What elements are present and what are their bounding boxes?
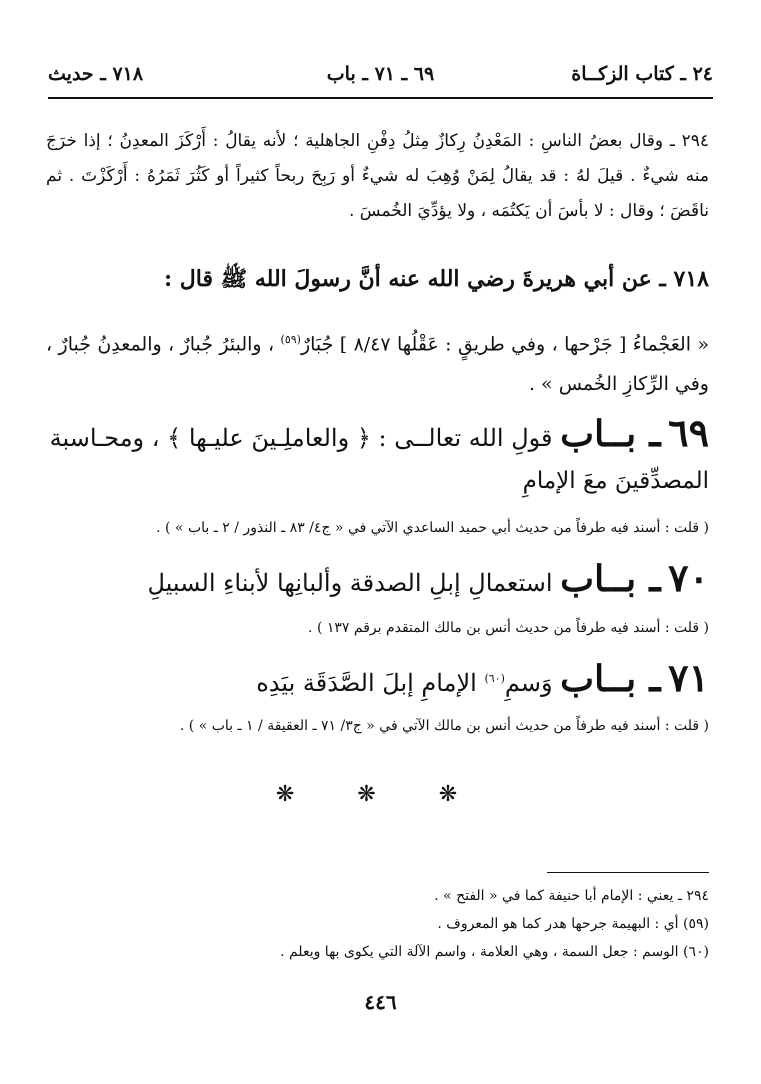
chapter-70-title: استعمالِ إبلِ الصدقة وألبانِها لأبناءِ السبيلِ: [147, 569, 553, 597]
hadith-718-text: [46, 320, 709, 404]
footnote-ref-59: (٥٩): [280, 333, 301, 346]
footnote-59: (٥٩) أي : البهيمة جرحها هدر كما هو المعروف .: [437, 916, 709, 932]
section-divider-stars: ❋ ❋ ❋: [275, 782, 486, 807]
running-header: [48, 58, 713, 90]
footnote-294: ٢٩٤ ـ يعني : الإمام أبا حنيفة كما في « الفتح » .: [434, 888, 709, 904]
paragraph-294: ٢٩٤ ـ وقال بعضُ الناسِ : المَعْدِنُ رِكازٌ مِثلُ دِفْنِ الجاهلية ؛ لأنه يقالُ : أَرْكَزَ المعدِنُ ؛ إذا خرَجَ منه شيءٌ . قيلَ لهُ : قد يقالُ لِمَنْ وُهِبَ له شيءٌ أو رَبِحَ ربحاً كثيراً أو كَثُرَ ثَمَرُهُ : أَرْكَزْتَ . ثم ناقَضَ ؛ وقال : لا بأسَ أن يَكتُمَه ، ولا يؤدِّيَ الخُمسَ .: [46, 131, 709, 221]
chapter-71-title-part2: الإمامِ إبلَ الصَّدَقَة بيَدِه: [256, 669, 485, 697]
chapter-70-heading: ٧٠ ـ بــاب استعمالِ إبلِ الصدقة وألبانِها لأبناءِ السبيلِ: [147, 555, 709, 600]
chapter-69-heading: ٦٩ ـ بــاب قولِ الله تعالــى : ﴿ والعاملِـينَ عليـها ﴾ ، ومحـاسبة: [49, 410, 709, 455]
footnote-rule: [547, 872, 709, 873]
chapter-70-note: ( قلت : أسند فيه طرفاً من حديث أنس بن مالك المتقدم برقم ١٣٧ ) .: [308, 620, 709, 636]
chapter-71-title-part1: وَسمِ: [504, 669, 553, 697]
page-number: ٤٤٦: [364, 990, 397, 1014]
chapter-69-title: قولِ الله تعالــى : ﴿ والعاملِـينَ عليـها ﴾ ، ومحـاسبة: [49, 424, 553, 452]
chapter-71-note: ( قلت : أسند فيه طرفاً من حديث أنس بن مالك الآتي في « ج٣/ ٧١ ـ العقيقة / ١ ـ باب » ) .: [179, 718, 709, 734]
header-book-title: ٢٤ ـ كتاب الزكــاة: [571, 63, 713, 85]
hadith-text-part1: « العَجْماءُ [ جَرْحها ، وفي طريقٍ : عَقْلُها ٨/٤٧ ] جُبَارٌ: [300, 333, 710, 356]
chapter-71-heading: ٧١ ـ بــاب وَسمِ$^{(٦٠)}$ الإمامِ إبلَ الصَّدَقَة بيَدِه: [256, 655, 709, 700]
header-rule: [48, 97, 713, 99]
chapter-71-number: ٧١: [668, 655, 709, 700]
chapter-70-label: بــاب: [560, 558, 637, 600]
chapter-70-number: ٧٠: [668, 555, 709, 600]
chapter-69-number: ٦٩: [668, 410, 709, 455]
footnote-60: (٦٠) الوسم : جعل السمة ، وهي العلامة ، واسم الآلة التي يكوى بها ويعلم .: [280, 944, 709, 960]
chapter-69-note: ( قلت : أسند فيه طرفاً من حديث أبي حميد الساعدي الآتي في « ج٤/ ٨٣ ـ النذور / ٢ ـ باب » ) .: [156, 520, 709, 536]
header-hadith-number: ٧١٨ ـ حديث: [48, 63, 144, 85]
header-chapter-range: ٦٩ ـ ٧١ ـ باب: [326, 63, 435, 85]
chapter-69-label: بــاب: [560, 413, 637, 455]
hadith-718-title: ٧١٨ ـ عن أبي هريرةَ رضي الله عنه أنَّ رسولَ الله ﷺ قال :: [163, 266, 709, 292]
hadith-text-part2: ، والبئرُ جُبارٌ ، والمعدِنُ جُبارٌ ، وفي الرِّكازِ الخُمس » .: [46, 333, 709, 396]
chapter-69-title-line2: المصدِّقينَ معَ الإمامِ: [522, 468, 709, 494]
chapter-71-label: بــاب: [560, 658, 637, 700]
footnote-ref-60: (٦٠): [484, 672, 505, 685]
